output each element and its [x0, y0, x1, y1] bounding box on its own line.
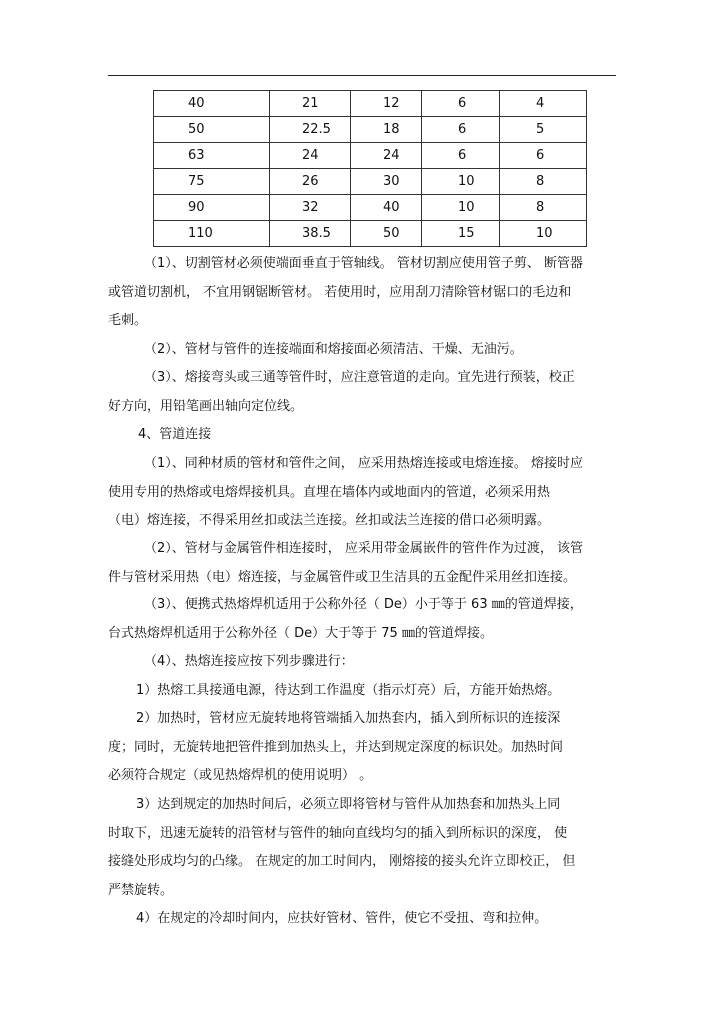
text-line: 严禁旋转。: [108, 882, 174, 898]
text-line: （3）、便携式热熔焊机适用于公称外径（ De）小于等于 63 ㎜的管道焊接，: [144, 597, 583, 612]
text-line: 接缝处形成均匀的凸缘。 在规定的加工时间内， 刚熔接的接头允许立即校正， 但: [108, 854, 576, 869]
text-line: （1）、切割管材必须使端面垂直于管轴线。 管材切割应使用管子剪、 断管器: [144, 256, 584, 271]
table-row: [154, 91, 587, 117]
table-cell: 90: [154, 195, 270, 221]
text-line: （电）熔连接，不得采用丝扣或法兰连接。丝扣或法兰连接的借口必须明露。: [108, 513, 551, 528]
table-cell: 75: [154, 169, 270, 195]
text-line: 或管道切割机， 不宜用钢锯断管材。 若使用时，应用刮刀清除管材锯口的毛边和: [108, 284, 572, 300]
paragraph: [108, 591, 628, 648]
table-cell: 10: [422, 195, 500, 221]
text-line: 使用专用的热熔或电熔焊接机具。直埋在墙体内或地面内的管道，必须采用热: [108, 484, 551, 500]
text-line: （2）、管材与管件的连接端面和熔接面必须清洁、干燥、无油污。: [144, 342, 523, 357]
table-row: [154, 195, 587, 221]
table-cell: 63: [154, 143, 270, 169]
table-cell: 40: [154, 91, 270, 117]
paragraph: [108, 364, 628, 421]
table-cell: 6: [422, 117, 500, 143]
text-line: （3）、熔接弯头或三通等管件时，应注意管道的走向。宜先进行预装，校正: [144, 370, 575, 385]
text-line: 时取下，迅速无旋转的沿管材与管件的轴向直线均匀的插入到所标识的深度， 使: [108, 825, 568, 841]
table-cell: 4: [500, 91, 587, 117]
table-cell: 38.5: [270, 221, 351, 247]
table-cell: 6: [500, 143, 587, 169]
text-line: （2）、管材与金属管件相连接时， 应采用带金属嵌件的管件作为过渡， 该管: [144, 541, 584, 556]
paragraph: [108, 705, 628, 791]
table-cell: 32: [270, 195, 351, 221]
table-cell: 8: [500, 169, 587, 195]
paragraph: [108, 421, 628, 450]
table-cell: 21: [270, 91, 351, 117]
paragraph: [108, 648, 628, 677]
table-cell: 8: [500, 195, 587, 221]
table-cell: 22.5: [270, 117, 351, 143]
text-line: 4）在规定的冷却时间内，应扶好管材、管件，使它不受扭、弯和拉伸。: [136, 911, 548, 926]
table-cell: 18: [351, 117, 422, 143]
text-line: （1）、同种材质的管材和管件之间， 应采用热熔连接或电熔连接。 熔接时应: [144, 456, 584, 471]
table-row: [154, 169, 587, 195]
paragraph: [108, 905, 628, 934]
text-line: 件与管材采用热（电）熔连接，与金属管件或卫生洁具的五金配件采用丝扣连接。: [108, 569, 577, 585]
text-line: （4）、热熔连接应按下列步骤进行：: [144, 654, 354, 669]
paragraph: [108, 677, 628, 706]
spec-table: [153, 90, 587, 247]
table-cell: 50: [154, 117, 270, 143]
paragraph: [108, 791, 628, 905]
table-cell: 30: [351, 169, 422, 195]
text-line: 好方向，用铅笔画出轴向定位线。: [108, 398, 304, 414]
table-cell: 50: [351, 221, 422, 247]
text-line: 1）热熔工具接通电源，待达到工作温度（指示灯亮）后，方能开始热熔。: [136, 683, 561, 698]
table-cell: 10: [422, 169, 500, 195]
table-cell: 5: [500, 117, 587, 143]
text-line: 毛刺。: [108, 313, 148, 328]
paragraph: [108, 450, 628, 536]
table-cell: 12: [351, 91, 422, 117]
text-line: 台式热熔焊机适用于公称外径（ De）大于等于 75 ㎜的管道焊接。: [108, 625, 493, 641]
paragraph: [108, 250, 628, 336]
table-cell: 40: [351, 195, 422, 221]
table-cell: 6: [422, 91, 500, 117]
table-row: [154, 143, 587, 169]
table-row: [154, 221, 587, 247]
table-row: [154, 117, 587, 143]
table-cell: 26: [270, 169, 351, 195]
paragraph: [108, 535, 628, 592]
table-cell: 24: [351, 143, 422, 169]
text-line: 3）达到规定的加热时间后，必须立即将管材与管件从加热套和加热头上同: [136, 797, 561, 812]
header-rule: [108, 75, 616, 76]
table-cell: 10: [500, 221, 587, 247]
table-cell: 24: [270, 143, 351, 169]
table-cell: 110: [154, 221, 270, 247]
table-cell: 6: [422, 143, 500, 169]
text-line: 必须符合规定（或见热熔焊机的使用说明） 。: [108, 768, 373, 783]
paragraph: [108, 336, 628, 365]
table-cell: 15: [422, 221, 500, 247]
text-line: 4、管道连接: [138, 427, 212, 442]
text-line: 2）加热时，管材应无旋转地将管端插入加热套内，插入到所标识的连接深: [136, 711, 561, 726]
text-line: 度；同时，无旋转地把管件推到加热头上，并达到规定深度的标识处。加热时间: [108, 739, 564, 755]
